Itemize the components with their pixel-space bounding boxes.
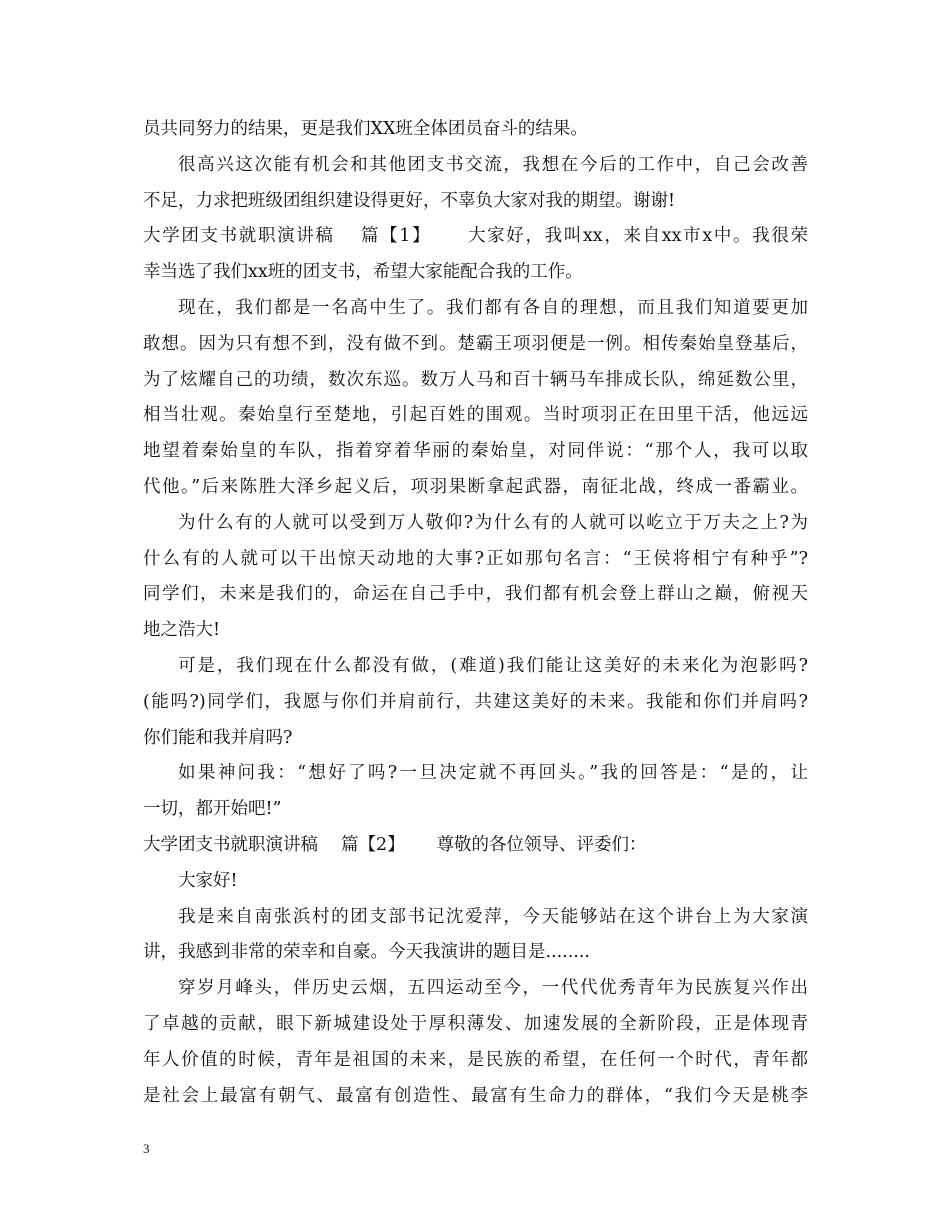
text-line-23: 我是来自南张浜村的团支部书记沈爱萍，今天能够站在这个讲台上为大家演	[178, 906, 808, 927]
text-line-25: 穿岁月峰头，伴历史云烟，五四运动至今，一代代优秀青年为民族复兴作出	[178, 978, 808, 999]
text-line-10: 地望着秦始皇的车队，指着穿着华丽的秦始皇，对同伴说：“那个人，我可以取	[143, 441, 808, 462]
text-line-2: 很高兴这次能有机会和其他团支书交流，我想在今后的工作中，自己会改善	[178, 154, 808, 175]
text-line-26: 了卓越的贡献，眼下新城建设处于厚积薄发、加速发展的全新阶段，正是体现青	[143, 1013, 808, 1034]
text-line-17: (能吗?)同学们，我愿与你们并肩前行，共建这美好的未来。我能和你们并肩吗?	[143, 691, 808, 712]
text-line-14: 同学们，未来是我们的，命运在自己手中，我们都有机会登上群山之巅，俯视天	[143, 584, 808, 605]
text-line-27: 年人价值的时候，青年是祖国的未来，是民族的希望，在任何一个时代，青年都	[143, 1049, 808, 1070]
section-heading-2-line: 大学团支书就职演讲稿 篇【2】 尊敬的各位领导、评委们：	[143, 834, 647, 855]
text-line-18: 你们能和我并肩吗?	[143, 727, 293, 748]
text-line-20: 一切，都开始吧!”	[143, 799, 282, 820]
text-line-3: 不足，力求把班级团组织建设得更好，不辜负大家对我的期望。谢谢!	[143, 190, 676, 211]
document-body	[143, 112, 808, 1114]
section-heading-1-line: 大学团支书就职演讲稿 篇【1】 大家好，我叫xx，来自xx市x中。我很荣	[143, 226, 808, 247]
text-line-8: 为了炫耀自己的功绩，数次东巡。数万人马和百十辆马车排成长队，绵延数公里，	[143, 369, 808, 390]
text-line-9: 相当壮观。秦始皇行至楚地，引起百姓的围观。当时项羽正在田里干活，他远远	[143, 405, 808, 426]
page-number: 3	[143, 1141, 150, 1156]
text-line-5: 幸当选了我们xx班的团支书，希望大家能配合我的工作。	[143, 262, 583, 283]
text-line-13: 什么有的人就可以干出惊天动地的大事?正如那句名言：“王侯将相宁有种乎”?	[143, 548, 808, 569]
text-line-7: 敢想。因为只有想不到，没有做不到。楚霸王项羽便是一例。相传秦始皇登基后，	[143, 333, 808, 354]
text-line-24: 讲，我感到非常的荣幸和自豪。今天我演讲的题目是........	[143, 942, 591, 963]
text-line-6: 现在，我们都是一名高中生了。我们都有各自的理想，而且我们知道要更加	[178, 297, 808, 318]
text-line-19: 如果神问我：“想好了吗?一旦决定就不再回头。”我的回答是：“是的，让	[178, 763, 808, 784]
text-line-12: 为什么有的人就可以受到万人敬仰?为什么有的人就可以屹立于万夫之上?为	[178, 512, 808, 533]
text-line-22: 大家好!	[178, 870, 238, 891]
text-line-11: 代他。”后来陈胜大泽乡起义后，项羽果断拿起武器，南征北战，终成一番霸业。	[143, 476, 808, 497]
text-line-16: 可是，我们现在什么都没有做，(难道)我们能让这美好的未来化为泡影吗?	[178, 655, 808, 676]
text-line-28: 是社会上最富有朝气、最富有创造性、最富有生命力的群体，“我们今天是桃李	[143, 1085, 808, 1106]
text-line-1: 员共同努力的结果，更是我们XX班全体团员奋斗的结果。	[143, 119, 588, 139]
text-line-15: 地之浩大!	[143, 620, 221, 641]
